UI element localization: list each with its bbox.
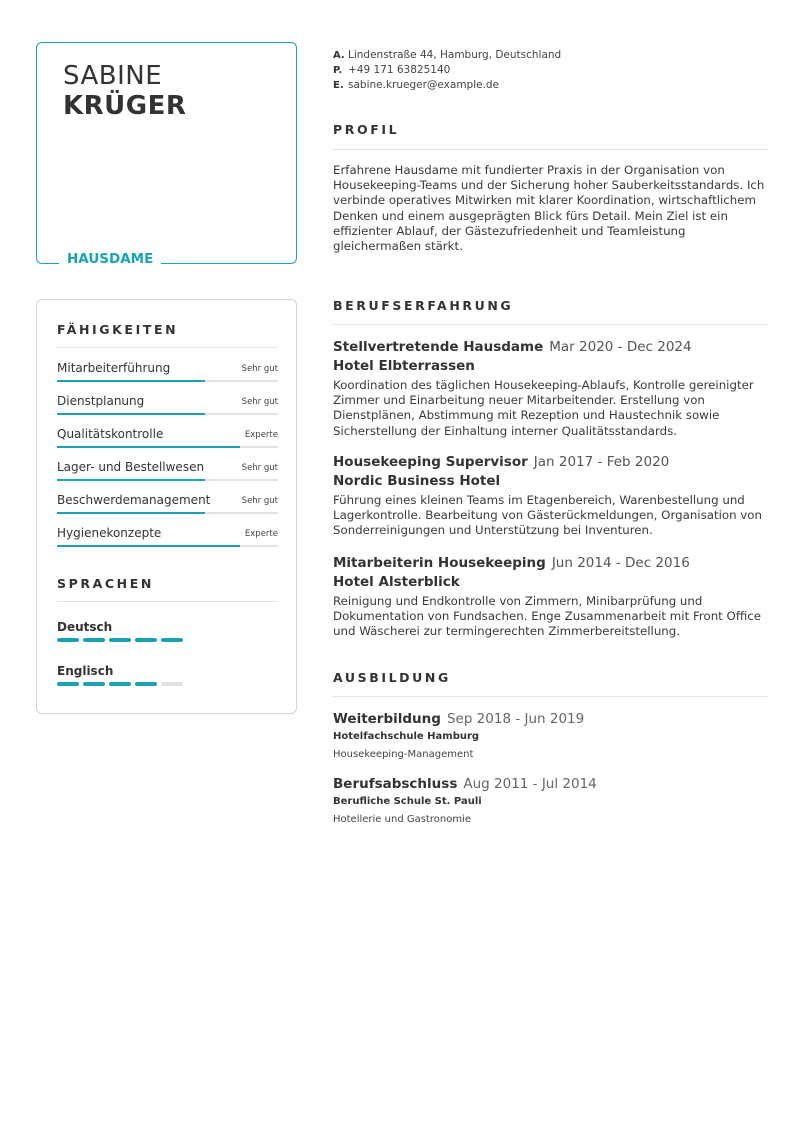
skill-name: Mitarbeiterführung	[57, 361, 171, 375]
skill-bar-fill	[57, 446, 240, 448]
skill-item	[57, 460, 278, 484]
address-value: Lindenstraße 44, Hamburg, Deutschland	[348, 49, 562, 61]
job-role: Stellvertretende Hausdame	[333, 339, 544, 355]
skill-item	[57, 493, 278, 517]
skill-bar-fill	[57, 545, 240, 547]
languages-heading: SPRACHEN	[57, 576, 154, 591]
language-name: Englisch	[57, 664, 114, 678]
experience-heading: BERUFSERFAHRUNG	[333, 298, 514, 313]
skill-name: Qualitätskontrolle	[57, 427, 164, 441]
skill-name: Lager- und Bestellwesen	[57, 460, 205, 474]
profile-text: Erfahrene Hausdame mit fundierter Praxis in der Organisation von Housekeeping-Teams und der Sicherung hoher Sauberkeitsstandards. Ich verbinde operatives Mitwirken mit klarer Koordination, wirtschaftlichem Denken und einem ausgeprägten Blick fürs Detail. Mein Ziel ist ein effizienter Ablauf, der Gästezufriedenheit und Teamleistung gleichermaßen stärkt.	[333, 163, 765, 254]
languages-divider	[57, 601, 278, 602]
language-item	[57, 620, 278, 650]
skills-divider	[57, 347, 278, 348]
job-company: Hotel Alsterblick	[333, 574, 460, 590]
language-name: Deutsch	[57, 620, 113, 634]
skill-level: Experte	[244, 529, 278, 539]
phone-value: +49 171 63825140	[348, 64, 451, 76]
rating-dot-filled	[135, 638, 157, 642]
profile-divider	[333, 149, 768, 150]
skill-item	[57, 394, 278, 418]
education-dates: Sep 2018 - Jun 2019	[446, 711, 585, 727]
job-entry	[333, 453, 773, 539]
job-company: Nordic Business Hotel	[333, 473, 501, 489]
contact-block	[333, 48, 561, 93]
education-degree: Weiterbildung	[333, 711, 441, 727]
name-card	[36, 42, 297, 267]
language-rating	[57, 682, 183, 686]
rating-dot-filled	[109, 638, 131, 642]
skill-bar	[57, 380, 278, 382]
email-link[interactable]: sabine.krueger@example.de	[348, 79, 500, 91]
education-field: Hotellerie und Gastronomie	[333, 814, 471, 825]
rating-dot-filled	[57, 682, 79, 686]
education-entry	[333, 775, 773, 828]
skill-bar	[57, 545, 278, 547]
skill-level: Experte	[244, 430, 278, 440]
job-role: Housekeeping Supervisor	[333, 454, 528, 470]
language-item	[57, 664, 278, 694]
job-entry	[333, 554, 773, 640]
skill-bar-fill	[57, 380, 205, 382]
skills-card	[36, 299, 297, 714]
skills-heading: FÄHIGKEITEN	[57, 322, 179, 337]
education-divider	[333, 696, 768, 697]
job-dates: Jan 2017 - Feb 2020	[533, 454, 670, 470]
education-degree: Berufsabschluss	[333, 776, 458, 792]
contact-phone	[333, 63, 561, 78]
job-description: Koordination des täglichen Housekeeping-Ablaufs, Kontrolle gereinigter Zimmer und Einarbeitung neuer Mitarbeitender. Erstellung von Dienstplänen, Abstimmung mit Rezeption und Haustechnik sowie Sicherstellung der Einhaltung interner Qualitätsstandards.	[333, 378, 754, 438]
skill-bar-fill	[57, 479, 205, 481]
skill-name: Beschwerdemanagement	[57, 493, 211, 507]
skill-bar	[57, 479, 278, 481]
education-heading: AUSBILDUNG	[333, 670, 451, 685]
education-dates: Aug 2011 - Jul 2014	[463, 776, 597, 792]
address-label: A.	[333, 50, 345, 61]
rating-dot-filled	[161, 638, 183, 642]
first-name: SABINE	[63, 61, 163, 91]
job-entry	[333, 338, 773, 439]
skill-bar-fill	[57, 512, 205, 514]
skill-level: Sehr gut	[241, 364, 278, 374]
last-name: KRÜGER	[63, 91, 187, 121]
skill-bar-fill	[57, 413, 205, 415]
skill-name: Dienstplanung	[57, 394, 145, 408]
contact-address	[333, 48, 561, 63]
job-description: Reinigung und Endkontrolle von Zimmern, Minibarprüfung und Dokumentation von Fundsachen. Enge Zusammenarbeit mit Front Office und Wäscherei zur termingerechten Zimmerbereitstellung.	[333, 594, 761, 639]
skill-level: Sehr gut	[241, 397, 278, 407]
profile-heading: PROFIL	[333, 122, 400, 137]
job-dates: Jun 2014 - Dec 2016	[551, 555, 690, 571]
rating-dot-empty	[161, 682, 183, 686]
job-dates: Mar 2020 - Dec 2024	[549, 339, 692, 355]
job-title: HAUSDAME	[59, 251, 161, 267]
rating-dot-filled	[83, 682, 105, 686]
education-school: Hotelfachschule Hamburg	[333, 731, 480, 742]
rating-dot-filled	[57, 638, 79, 642]
skill-bar	[57, 446, 278, 448]
phone-label: P.	[333, 65, 343, 76]
skill-item	[57, 427, 278, 451]
skill-item	[57, 361, 278, 385]
experience-divider	[333, 324, 768, 325]
rating-dot-filled	[83, 638, 105, 642]
skill-bar	[57, 413, 278, 415]
job-role: Mitarbeiterin Housekeeping	[333, 555, 546, 571]
contact-email[interactable]	[333, 78, 561, 93]
skill-level: Sehr gut	[241, 496, 278, 506]
language-rating	[57, 638, 183, 642]
skill-item	[57, 526, 278, 550]
skill-name: Hygienekonzepte	[57, 526, 162, 540]
skill-level: Sehr gut	[241, 463, 278, 473]
rating-dot-filled	[135, 682, 157, 686]
rating-dot-filled	[109, 682, 131, 686]
job-company: Hotel Elbterrassen	[333, 358, 475, 374]
skill-bar	[57, 512, 278, 514]
email-label: E.	[333, 80, 344, 91]
education-field: Housekeeping-Management	[333, 749, 474, 760]
job-description: Führung eines kleinen Teams im Etagenbereich, Warenbestellung und Lagerkontrolle. Bearbeitung von Gästerückmeldungen, Organisation von Sonderreinigungen und Unterstützung bei Inventuren.	[333, 493, 762, 538]
education-school: Berufliche Schule St. Pauli	[333, 796, 482, 807]
education-entry	[333, 710, 773, 763]
